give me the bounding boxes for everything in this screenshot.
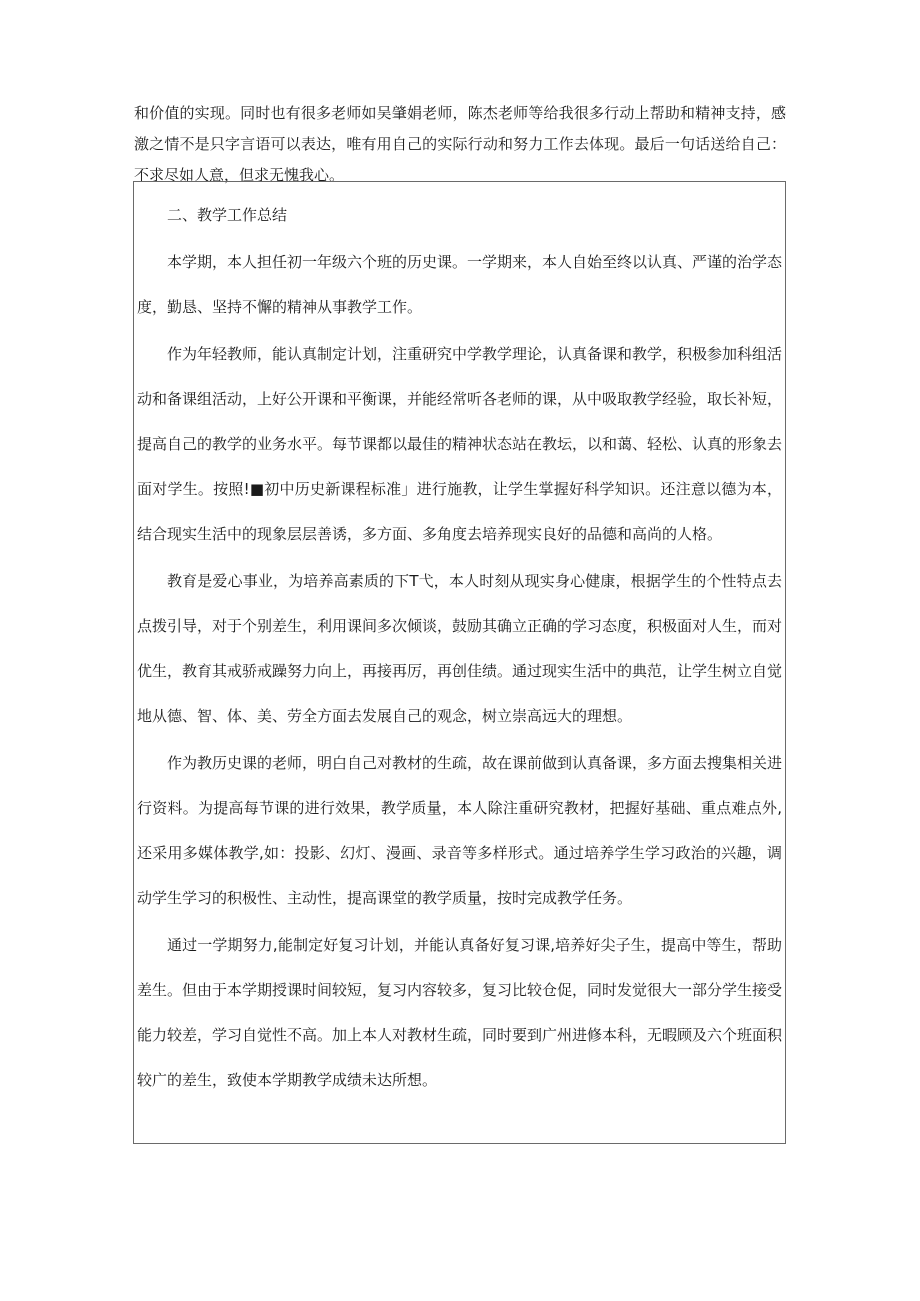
section-heading: 二、教学工作总结 bbox=[167, 206, 288, 224]
paragraph-teaching-approach: 作为年轻教师，能认真制定计划，注重研究中学教学理论，认真备课和教学，积极参加科组活动和备课组活动，上好公开课和平衡课，并能经常听各老师的课，从中吸取教学经验，取长补短，提高自己的教学的业务水平。每节课都以最佳的精神状态站在教坛，以和蔼、轻松、认真的形象去面对学生。按照!■初中历史新课程标准」进行施教，让学生掌握好科学知识。还注意以德为本，结合现实生活中的现象层层善诱，多方面、多角度去培养现实良好的品德和高尚的人格。 bbox=[137, 345, 783, 543]
summary-frame bbox=[133, 181, 786, 1144]
paragraph-intro: 本学期，本人担任初一年级六个班的历史课。一学期来，本人自始至终以认真、严谨的治学态度，勤恳、坚持不懈的精神从事教学工作。 bbox=[137, 253, 783, 316]
paragraph-review-results: 通过一学期努力,能制定好复习计划，并能认真备好复习课,培养好尖子生，提高中等生，帮助差生。但由于本学期授课时间较短，复习内容较多，复习比较仓促，同时发觉很大一部分学生接受能力较差，学习自觉性不高。加上本人对教材生疏，同时要到广州进修本科，无暇顾及六个班面积较广的差生，致使本学期教学成绩未达所想。 bbox=[137, 936, 783, 1089]
paragraph-moral-education: 教育是爱心事业，为培养高素质的下T弋，本人时刻从现实身心健康，根据学生的个性特点去点拨引导，对于个别差生，利用课间多次倾谈，鼓励其确立正确的学习态度，积极面对人生，而对优生，教育其戒骄戒躁努力向上，再接再厉，再创佳绩。通过现实生活中的典范，让学生树立自觉地从德、智、体、美、劳全方面去发展自己的观念，树立崇高远大的理想。 bbox=[137, 572, 783, 725]
intro-text-block bbox=[134, 98, 786, 191]
intro-paragraph: 和价值的实现。同时也有很多老师如吴肇娟老师，陈杰老师等给我很多行动上帮助和精神支持，感激之情不是只字言语可以表达，唯有用自己的实际行动和努力工作去体现。最后一句话送给自己：不求尽如人意，但求无愧我心。 bbox=[134, 104, 786, 184]
summary-content bbox=[137, 203, 782, 1103]
paragraph-lesson-preparation: 作为教历史课的老师，明白自己对教材的生疏，故在课前做到认真备课，多方面去搜集相关进行资料。为提高每节课的进行效果，教学质量，本人除注重研究教材，把握好基础、重点难点外,还采用多媒体教学,如：投影、幻灯、漫画、录音等多样形式。通过培养学生学习政治的兴趣，调动学生学习的积极性、主动性，提高课堂的教学质量，按时完成教学任务。 bbox=[137, 754, 783, 907]
